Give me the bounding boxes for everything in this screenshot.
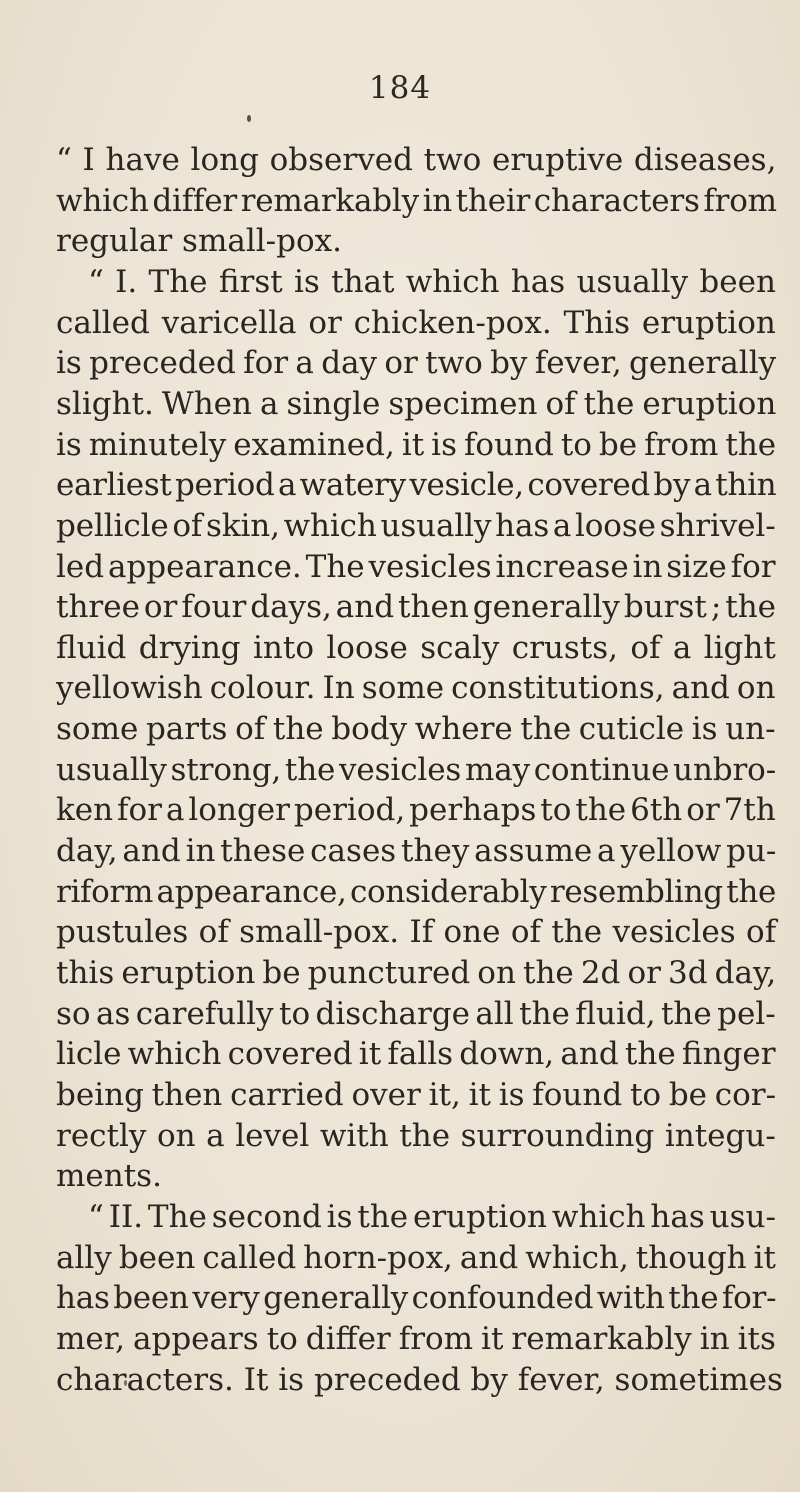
text-line: being then carried over it, it is found to be cor-: [56, 1076, 777, 1113]
text-line: riform appearance, considerably resembling the: [56, 873, 776, 910]
text-line: called varicella or chicken-pox. This eruption: [56, 304, 776, 341]
page-number: 184: [368, 70, 432, 106]
text-line: licle which covered it falls down, and the finger: [56, 1036, 776, 1073]
text-line: earliest period a watery vesicle, covered by a thin: [56, 467, 777, 504]
text-line: “ I. The first is that which has usually been: [88, 263, 776, 300]
text-line: “ I have long observed two eruptive diseases,: [56, 142, 777, 178]
text-line: which differ remarkably in their characters from: [56, 182, 777, 219]
text-line: pustules of small-pox. If one of the vesicles of: [56, 914, 777, 951]
text-line: usually strong, the vesicles may continue unbro-: [56, 751, 777, 788]
text-line: rectly on a level with the surrounding integu-: [56, 1117, 776, 1154]
text-line: pellicle of skin, which usually has a loose shrivel-: [56, 507, 776, 544]
text-line: slight. When a single specimen of the eruption: [56, 385, 777, 422]
text-line: regular small-pox.: [56, 223, 342, 260]
ink-speck: [247, 115, 251, 122]
text-line: this eruption be punctured on the 2d or 3d day,: [56, 955, 777, 991]
text-line: three or four days, and then generally burst ; the: [56, 589, 777, 626]
text-line: “ II. The second is the eruption which has usu-: [88, 1198, 776, 1235]
text-line: so as carefully to discharge all the fluid, the pel-: [56, 995, 776, 1032]
text-line: some parts of the body where the cuticle is un-: [56, 711, 776, 748]
text-line: fluid drying into loose scaly crusts, of a light: [56, 629, 776, 666]
text-line: mer, appears to differ from it remarkably in its: [56, 1320, 776, 1357]
text-line: led appearance. The vesicles increase in size for: [56, 548, 776, 585]
text-line: ally been called horn-pox, and which, though it: [56, 1239, 777, 1276]
text-line: has been very generally confounded with the for-: [56, 1280, 777, 1317]
text-line: day, and in these cases they assume a yellow pu-: [56, 833, 777, 870]
text-line: characters. It is preceded by fever, sometimes: [56, 1361, 783, 1398]
text-line: ken for a longer period, perhaps to the 6th or 7th: [56, 792, 776, 829]
text-line: is minutely examined, it is found to be from the: [56, 426, 777, 463]
text-line: ments.: [56, 1158, 162, 1195]
text-line: yellowish colour. In some constitutions, and on: [56, 670, 776, 707]
text-line: is preceded for a day or two by fever, generally: [56, 345, 777, 382]
